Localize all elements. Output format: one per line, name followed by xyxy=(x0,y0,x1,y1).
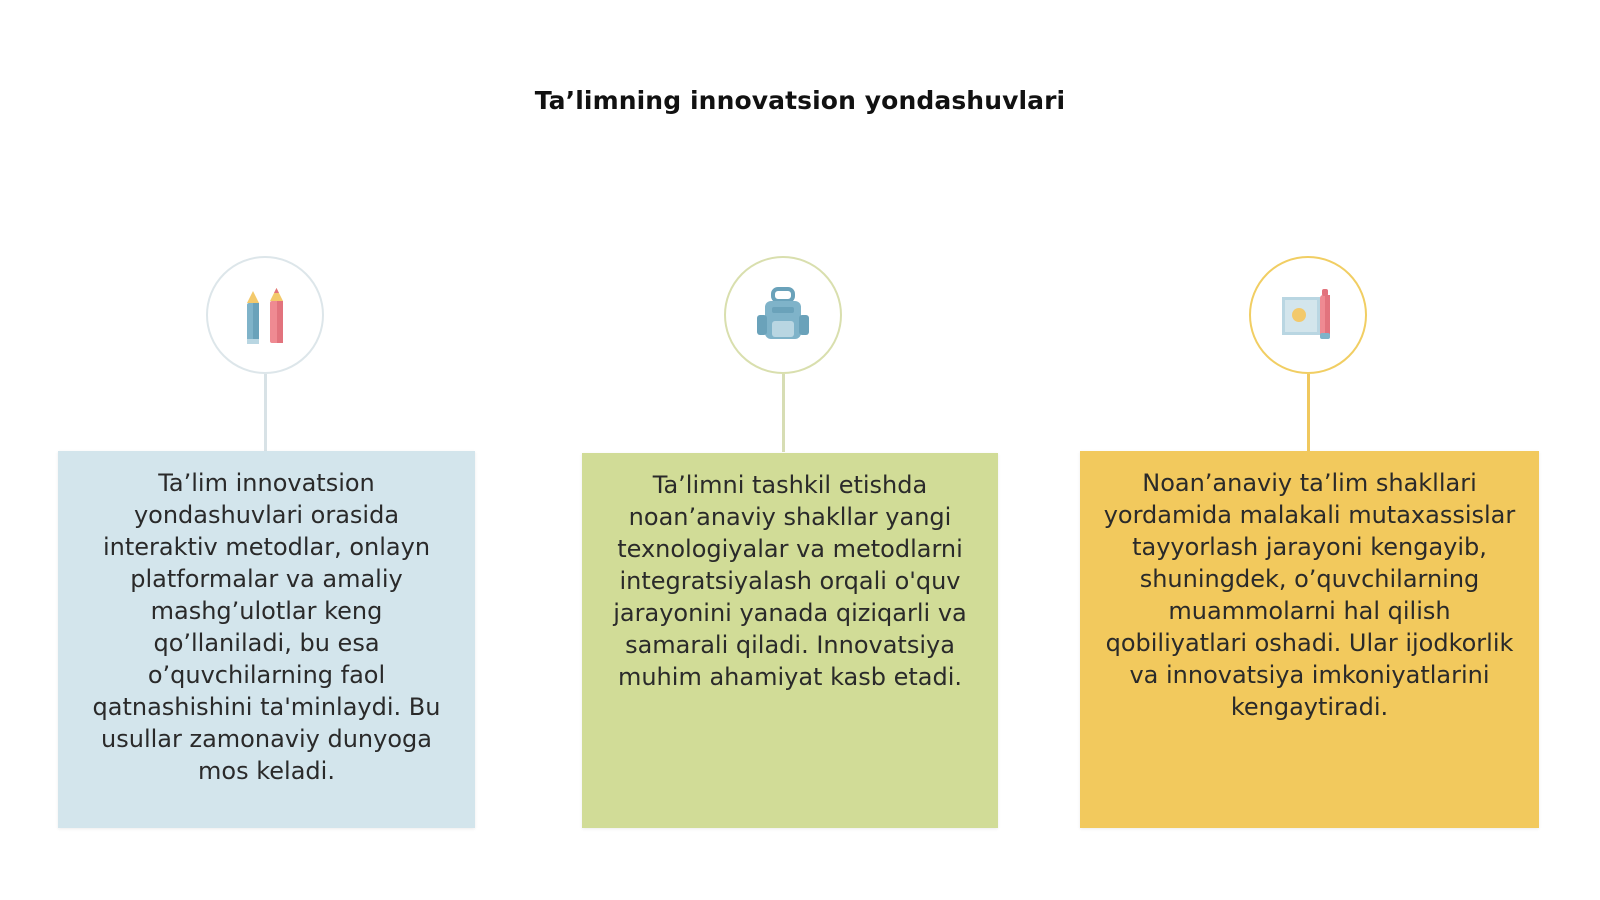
approach-card-1: Ta’lim innovatsion yondashuvlari orasida interaktiv metodlar, onlayn platformalar va amaliy mashg’ulotlar keng qo’llaniladi, bu esa o’quvchilarning faol qatnashishini ta'minlaydi. Bu usullar zamonaviy dunyoga mos keladi. xyxy=(58,451,475,828)
approach-card-2: Ta’limni tashkil etishda noan’anaviy shakllar yangi texnologiyalar va metodlarni integratsiyalash orqali o'quv jarayonini yanada qiziqarli va samarali qiladi. Innovatsiya muhim ahamiyat kasb etadi. xyxy=(582,453,998,828)
icon-circle-3 xyxy=(1249,256,1367,374)
icon-circle-2 xyxy=(724,256,842,374)
connector-line-3 xyxy=(1307,374,1310,452)
painting-icon xyxy=(1276,285,1340,345)
connector-line-2 xyxy=(782,374,785,452)
icon-circle-1 xyxy=(206,256,324,374)
backpack-icon xyxy=(753,285,813,345)
connector-line-1 xyxy=(264,374,267,452)
page-title: Ta’limning innovatsion yondashuvlari xyxy=(534,86,1066,115)
approach-card-3: Noan’anaviy ta’lim shakllari yordamida malakali mutaxassislar tayyorlash jarayoni kengayib, shuningdek, o’quvchilarning muammolarni hal qilish qobiliyatlari oshadi. Ular ijodkorlik va innovatsiya imkoniyatlarini kengaytiradi. xyxy=(1080,451,1539,828)
pencils-icon xyxy=(237,283,293,347)
